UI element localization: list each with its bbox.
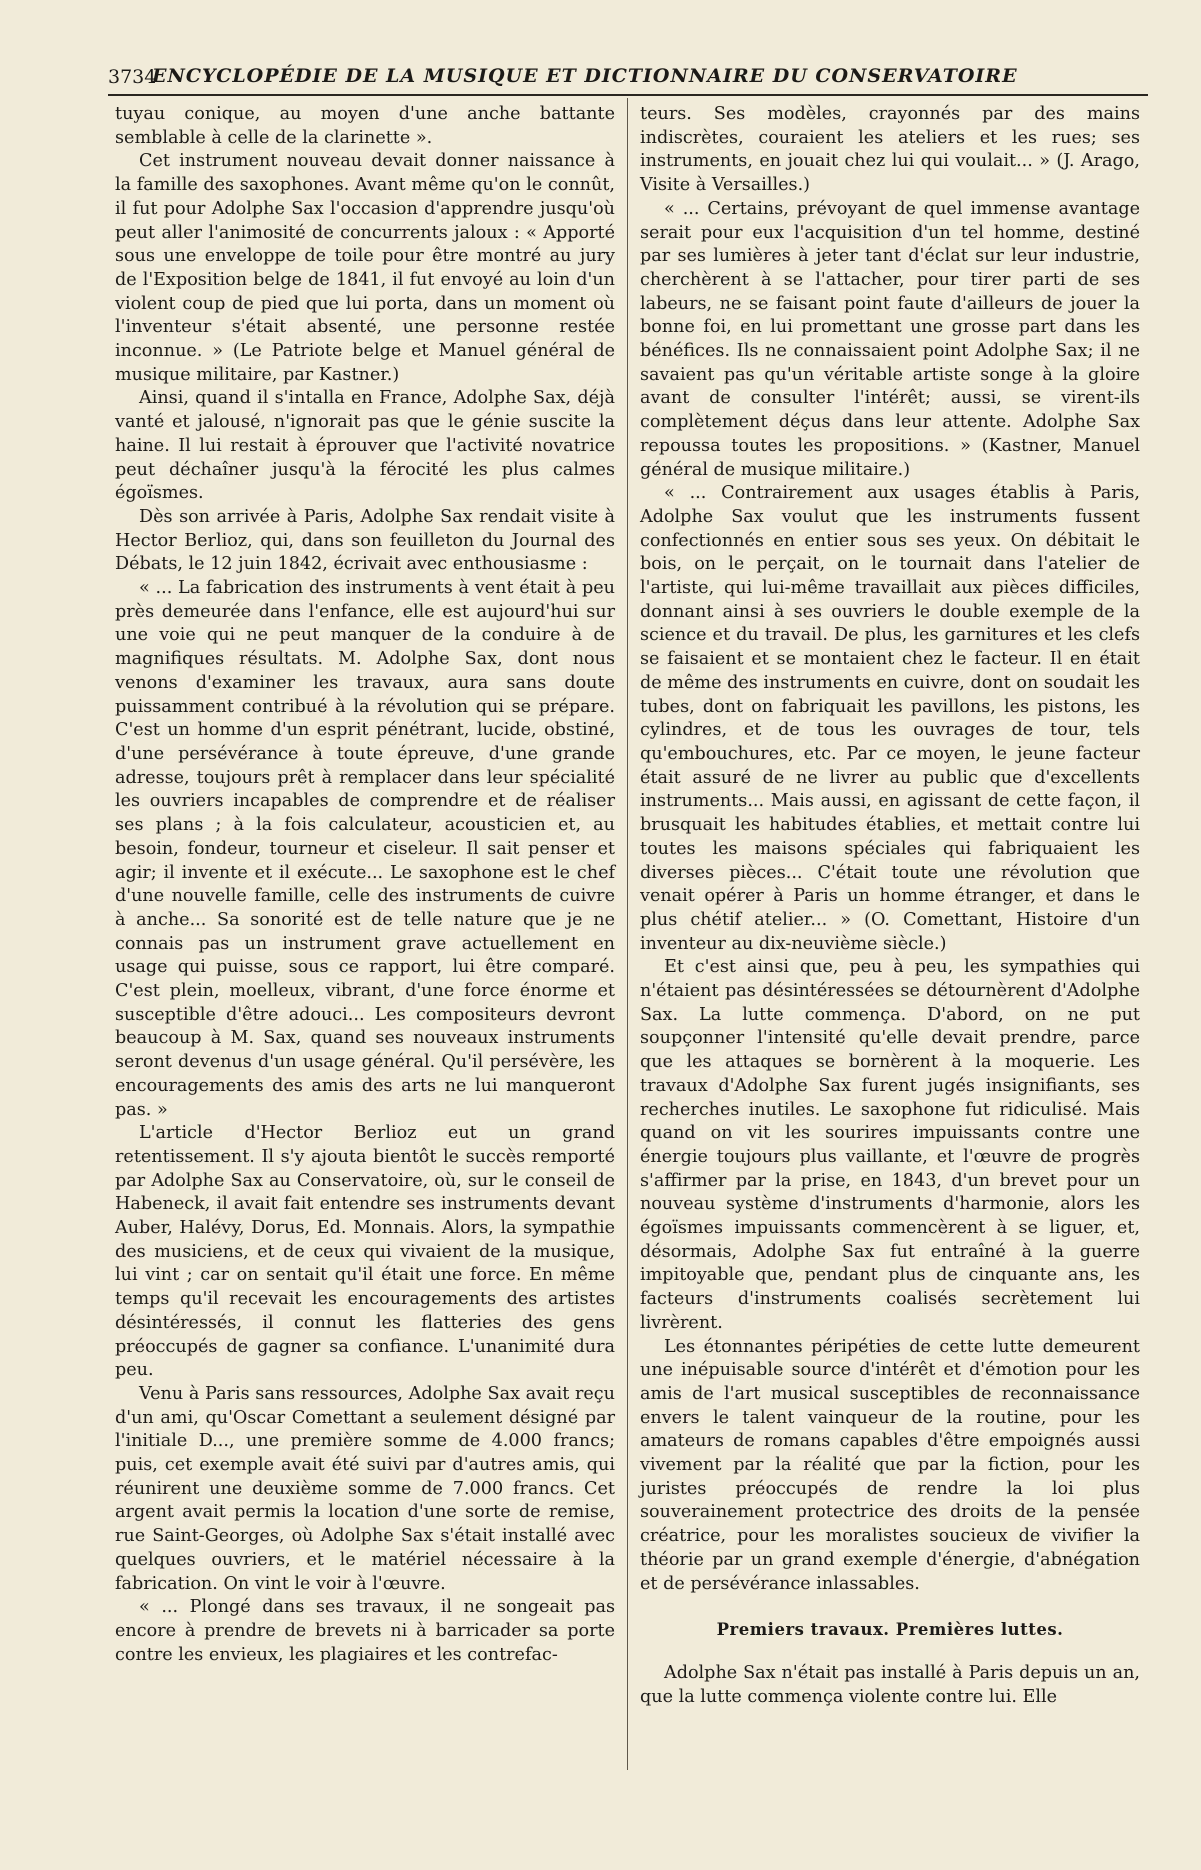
paragraph: Les étonnantes péripéties de cette lutte demeurent une inépuisable source d'intérêt et d'émotion pour les amis de l'art musical susceptibles de reconnaissance envers le talent vainqueur de la routine, pour les amateurs de romans capables d'être empoignés aussi vivement par la réalité que par la fiction, pour les juristes préoccupés de rendre la loi plus souverainement protectrice des droits de la pensée créatrice, pour les moralistes soucieux de vivifier la théorie par un grand exemple d'énergie, d'abnégation et de persévérance inlassables.: [640, 1336, 1140, 1594]
section-heading: Premiers travaux. Premières luttes.: [716, 1620, 1064, 1640]
paragraph: Dès son arrivée à Paris, Adolphe Sax rendait visite à Hector Berlioz, qui, dans son feuilleton du Journal des Débats, le 12 juin 1842, écrivait avec enthousiasme :: [115, 506, 615, 575]
paragraph: Ainsi, quand il s'intalla en France, Adolphe Sax, déjà vanté et jalousé, n'ignorait pas que le génie suscite la haine. Il lui restait à éprouver que l'activité novatrice peut déchaîner jusqu'à la férocité les plus calmes égoïsmes.: [115, 388, 615, 504]
paragraph: tuyau conique, au moyen d'une anche battante semblable à celle de la clarinette ».: [115, 104, 615, 148]
running-title: ENCYCLOPÉDIE DE LA MUSIQUE ET DICTIONNAIRE DU CONSERVATOIRE: [152, 65, 1018, 87]
page-number: 3734: [108, 66, 157, 88]
column-divider: [627, 98, 628, 1770]
paragraph: Et c'est ainsi que, peu à peu, les sympathies qui n'étaient pas désintéressées se détournèrent d'Adolphe Sax. La lutte commença. D'abord, on ne put soupçonner l'intensité qu'elle devait prendre, parce que les attaques se bornèrent à la moquerie. Les travaux d'Adolphe Sax furent jugés insignifiants, ses recherches inutiles. Le saxophone fut ridiculisé. Mais quand on vit les sourires impuissants contre une énergie toujours plus vaillante, et l'œuvre de progrès s'affirmer par la prise, en 1843, d'un brevet pour un nouveau système d'instruments d'harmonie, alors les égoïsmes impuissants commencèrent à se liguer, et, désormais, Adolphe Sax fut entraîné à la guerre impitoyable que, pendant plus de cinquante ans, les facteurs d'instruments coalisés secrètement lui livrèrent.: [640, 957, 1140, 1333]
quotation-paragraph: « ... Contrairement aux usages établis à Paris, Adolphe Sax voulut que les instruments fussent confectionnés en entier sous ses yeux. On débitait le bois, on le perçait, on le tournait dans l'atelier de l'artiste, qui lui-même travaillait aux pièces difficiles, donnant ainsi à ses ouvriers le double exemple de la science et du travail. De plus, les garnitures et les clefs se faisaient et se montaient chez le facteur. Il en était de même des instruments en cuivre, dont on soudait les tubes, dont on fabriquait les pavillons, les pistons, les cylindres, et de tous les ouvrages de tour, tels qu'embouchures, etc. Par ce moyen, le jeune facteur était assuré de ne livrer au public que d'excellents instruments... Mais aussi, en agissant de cette façon, il brusquait les habitudes établies, et mettait contre lui toutes les maisons spéciales qui fabriquaient les diverses pièces... C'était toute une révolution que venait opérer à Paris un homme étranger, et dans le plus chétif atelier... » (O. Comettant, Histoire d'un inventeur au dix-neuvième siècle.): [640, 483, 1140, 954]
paragraph: Cet instrument nouveau devait donner naissance à la famille des saxophones. Avant même qu'on le connût, il fut pour Adolphe Sax l'occasion d'apprendre jusqu'où peut aller l'animosité de concurrents jaloux : « Apporté sous une enveloppe de toile pour être montré au jury de l'Exposition belge de 1841, il fut envoyé au loin d'un violent coup de pied que lui porta, dans un moment où l'inventeur s'était absenté, une personne restée inconnue. » (Le Patriote belge et Manuel général de musique militaire, par Kastner.): [115, 151, 615, 385]
paragraph: L'article d'Hector Berlioz eut un grand retentissement. Il s'y ajouta bientôt le succès remporté par Adolphe Sax au Conservatoire, où, sur le conseil de Habeneck, il avait fait entendre ses instruments devant Auber, Halévy, Dorus, Ed. Monnais. Alors, la sympathie des musiciens, et de ceux qui vivaient de la musique, lui vint ; car on sentait qu'il était une force. En même temps qu'il recevait les encouragements des artistes désintéressés, il connut les flatteries des gens préoccupés de gagner sa confiance. L'unanimité dura peu.: [115, 1123, 615, 1381]
quotation-paragraph: « ... La fabrication des instruments à vent était à peu près demeurée dans l'enfance, elle est aujourd'hui sur une voie qui ne peut manquer de la conduire à de magnifiques résultats. M. Adolphe Sax, dont nous venons d'examiner les travaux, aura sans doute puissamment contribué à la révolution qui se prépare. C'est un homme d'un esprit pénétrant, lucide, obstiné, d'une persévérance à toute épreuve, d'une grande adresse, toujours prêt à remplacer dans leur spécialité les ouvriers incapables de comprendre et de réaliser ses plans ; à la fois calculateur, acousticien et, au besoin, fondeur, tourneur et ciseleur. Il sait penser et agir; il invente et il exécute... Le saxophone est le chef d'une nouvelle famille, celle des instruments de cuivre à anche... Sa sonorité est de telle nature que je ne connais pas un instrument grave actuellement en usage qui puisse, sous ce rapport, lui être comparé. C'est plein, moelleux, vibrant, d'une force énorme et susceptible d'être adouci... Les compositeurs devront beaucoup à M. Sax, quand ses nouveaux instruments seront devenus d'un usage général. Qu'il persévère, les encouragements des amis des arts ne lui manqueront pas. »: [115, 578, 615, 1120]
paragraph: Venu à Paris sans ressources, Adolphe Sax avait reçu d'un ami, qu'Oscar Comettant a seulement désigné par l'initiale D..., une première somme de 4.000 francs; puis, cet exemple avait été suivi par d'autres amis, qui réunirent une deuxième somme de 7.000 francs. Cet argent avait permis la location d'une sorte de remise, rue Saint-Georges, où Adolphe Sax s'était installé avec quelques ouvriers, et le matériel nécessaire à la fabrication. On vint le voir à l'œuvre.: [115, 1383, 615, 1594]
paragraph: Adolphe Sax n'était pas installé à Paris depuis un an, que la lutte commença violente contre lui. Elle: [640, 1663, 1140, 1707]
quotation-paragraph: « ... Certains, prévoyant de quel immense avantage serait pour eux l'acquisition d'un tel homme, destiné par ses lumières à jeter tant d'éclat sur leur industrie, cherchèrent à se l'attacher, pour tirer parti de ses labeurs, ne se faisant point faute d'ailleurs de jouer la bonne foi, en lui promettant une grosse part dans les bénéfices. Ils ne connaissaient point Adolphe Sax; il ne savaient pas qu'un véritable artiste songe à la gloire avant de consulter l'intérêt; aussi, se virent-ils complètement déçus dans leur attente. Adolphe Sax repoussa toutes les propositions. » (Kastner, Manuel général de musique militaire.): [640, 198, 1140, 480]
page-header: [108, 64, 1148, 96]
left-column: [115, 103, 615, 1667]
right-column: [640, 103, 1140, 1709]
quotation-paragraph: « ... Plongé dans ses travaux, il ne songeait pas encore à prendre de brevets ni à barricader sa porte contre les envieux, les plagiaires et les contrefac-: [115, 1597, 615, 1665]
paragraph: teurs. Ses modèles, crayonnés par des mains indiscrètes, couraient les ateliers et les rues; ses instruments, en jouait chez lui qui voulait... » (J. Arago, Visite à Versailles.): [640, 104, 1140, 196]
